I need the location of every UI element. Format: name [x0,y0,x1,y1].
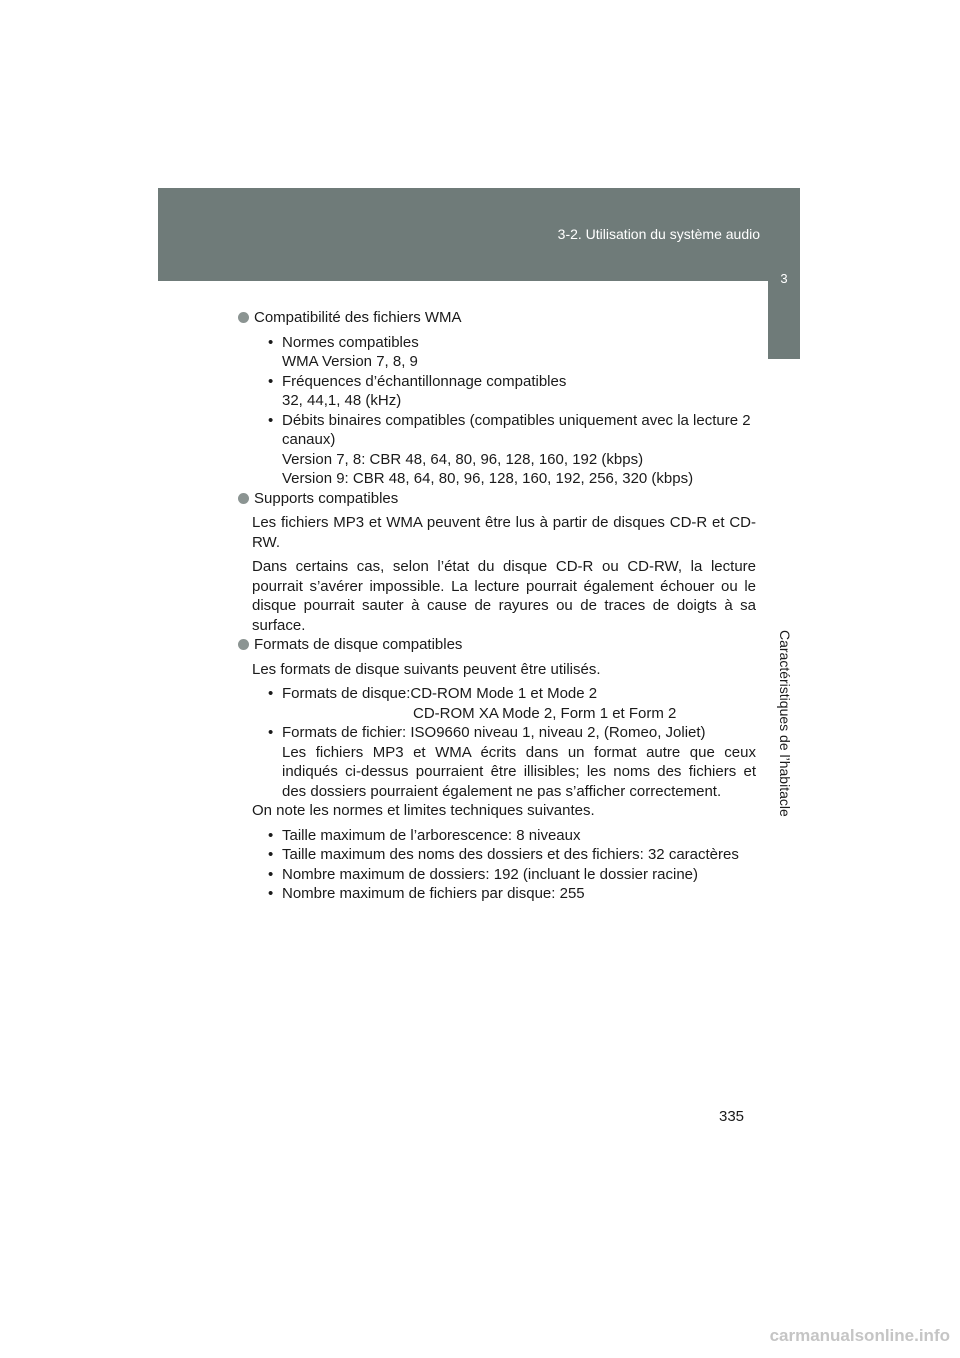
chapter-number: 3 [780,271,788,286]
paragraph: Les fichiers MP3 et WMA peuvent être lus à partir de disques CD-R et CD-RW. [252,514,756,551]
list-item: • Nombre maximum de dossiers: 192 (incluant le dossier racine) [252,865,756,885]
watermark: carmanualsonline.info [769,1326,950,1345]
chapter-tab [768,249,800,359]
paragraph: On note les normes et limites techniques suivantes. [252,802,595,819]
section-title: 3-2. Utilisation du système audio [557,226,760,242]
formats-heading-text: Formats de disque compatibles [254,636,463,653]
list-item: • Taille maximum de l’arborescence: 8 niveaux [252,826,756,846]
chapter-label-container [771,630,799,817]
supports-heading [238,489,756,509]
list-item [252,411,756,489]
limits-list [252,826,756,904]
section-header-band [158,188,800,281]
page-content [238,308,756,904]
item-label: • Normes compatibles [282,333,419,351]
list-item [252,684,756,723]
formats-block [238,660,756,904]
bullet-dot-icon [238,639,249,650]
formats-heading [238,635,756,655]
list-item: • Nombre maximum de fichiers par disque: 255 [252,884,756,904]
list-item [252,723,756,801]
item-detail: canaux) [282,431,336,448]
bullet-dot-icon [238,312,249,323]
list-item [252,333,756,372]
wma-list [252,333,756,489]
wma-heading-text: Compatibilité des fichiers WMA [254,309,462,326]
page-number: 335 [719,1108,745,1125]
supports-block [238,513,756,635]
item-detail: Version 7, 8: CBR 48, 64, 80, 96, 128, 160, 192 (kbps) [282,450,644,468]
item-detail: Version 9: CBR 48, 64, 80, 96, 128, 160, 192, 256, 320 (kbps) [282,470,694,487]
item-label: • Fréquences d’échantillonnage compatibles [282,372,567,390]
paragraph: Les formats de disque suivants peuvent être utilisés. [252,660,601,678]
supports-heading-text: Supports compatibles [254,489,399,507]
chapter-label: Caractéristiques de l’habitacle [777,630,793,817]
item-label: • Formats de disque:CD-ROM Mode 1 et Mode 2 [282,685,598,702]
item-label: • Débits binaires compatibles (compatibles uniquement avec la lecture 2 [282,411,751,429]
item-detail: WMA Version 7, 8, 9 [282,353,418,370]
item-detail: Les fichiers MP3 et WMA écrits dans un format autre que ceux indiqués ci-dessus pourraient être illisibles; les noms des fichiers et des dossiers pourraient également ne pas s’afficher correctement. [282,743,756,800]
item-detail: 32, 44,1, 48 (kHz) [282,392,402,409]
formats-list [252,684,756,801]
list-item [252,372,756,411]
wma-block [238,333,756,489]
paragraph: Dans certains cas, selon l’état du disque CD-R ou CD-RW, la lecture pourrait s’avérer impossible. La lecture pourrait également échouer ou le disque pourrait sauter à cause de rayures ou de traces de doigts à sa surface. [252,558,756,634]
bullet-dot-icon [238,493,249,504]
item-detail: CD-ROM XA Mode 2, Form 1 et Form 2 [413,704,677,722]
list-item: • Taille maximum des noms des dossiers et des fichiers: 32 caractères [252,845,756,865]
item-label: • Formats de fichier: ISO9660 niveau 1, niveau 2, (Romeo, Joliet) [282,724,706,741]
wma-heading [238,308,756,328]
